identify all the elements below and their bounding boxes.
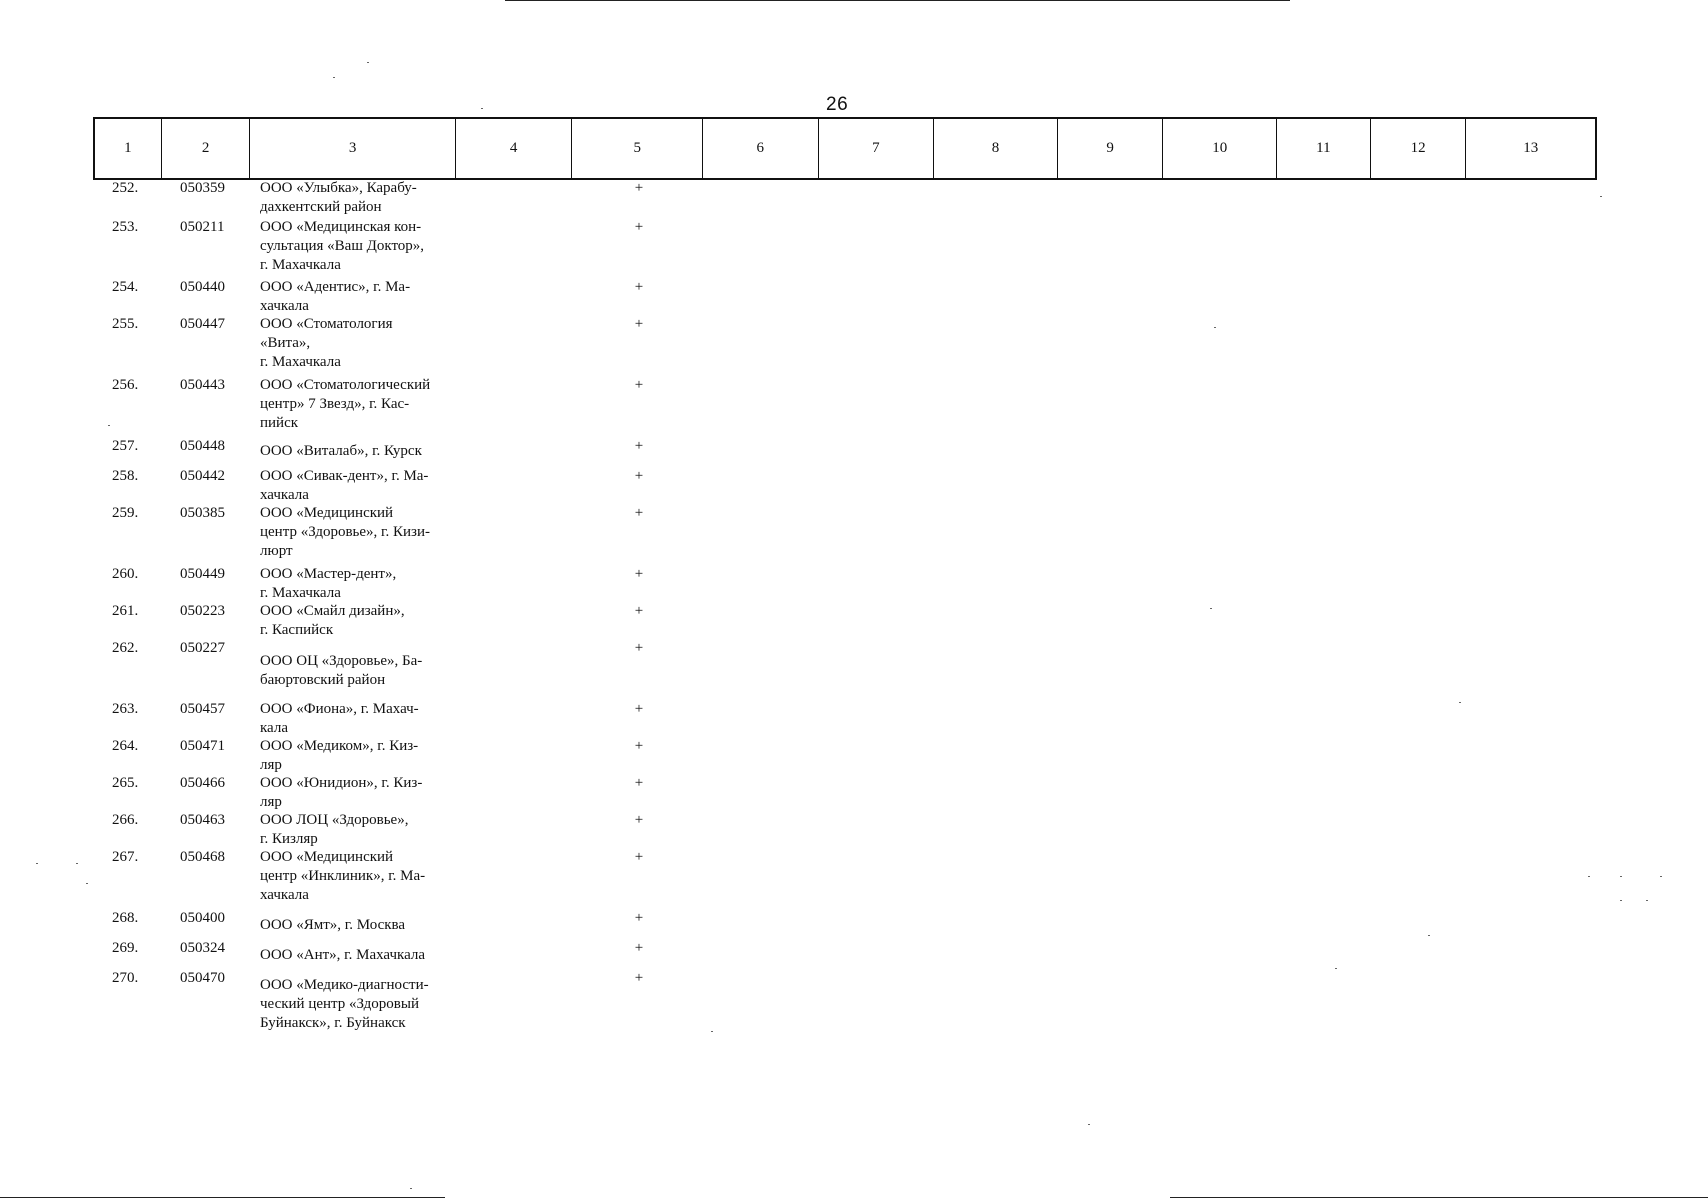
row-organization: ООО «Медицинская кон- сультация «Ваш Доктор», г. Махачкала: [260, 219, 425, 273]
scan-speck: [1588, 876, 1590, 877]
row-mark-column-5: +: [634, 219, 644, 235]
scan-speck: [76, 863, 78, 864]
row-code: 050463: [180, 812, 225, 828]
row-number: 255.: [112, 316, 139, 332]
column-header-9: 9: [1058, 119, 1164, 178]
row-number: 265.: [112, 775, 139, 791]
row-mark-column-5: +: [634, 812, 644, 828]
row-mark-column-5: +: [634, 468, 644, 484]
row-mark-column-5: +: [634, 910, 644, 926]
scan-speck: [86, 883, 88, 884]
row-code: 050227: [180, 640, 225, 656]
row-number: 259.: [112, 505, 139, 521]
column-header-8: 8: [934, 119, 1058, 178]
column-header-4: 4: [456, 119, 573, 178]
row-code: 050443: [180, 377, 225, 393]
row-mark-column-5: +: [634, 505, 644, 521]
row-mark-column-5: +: [634, 940, 644, 956]
scan-speck: [1088, 1124, 1090, 1125]
row-code: 050440: [180, 279, 225, 295]
column-header-13: 13: [1523, 140, 1539, 156]
page-number: 26: [826, 94, 849, 115]
row-number: 252.: [112, 180, 139, 196]
column-header-10: 10: [1163, 119, 1277, 178]
row-number: 263.: [112, 701, 139, 717]
column-header-2: 2: [162, 119, 251, 178]
row-mark-column-5: +: [634, 279, 644, 295]
row-number: 261.: [112, 603, 139, 619]
row-number: 264.: [112, 738, 139, 754]
row-code: 050448: [180, 438, 225, 454]
row-mark-column-5: +: [634, 438, 644, 454]
row-organization: ООО «Юнидион», г. Киз- ляр: [260, 775, 423, 810]
row-number: 254.: [112, 279, 139, 295]
scan-speck: [1210, 608, 1212, 609]
scan-speck: [1428, 935, 1430, 936]
scan-speck: [333, 77, 335, 78]
row-organization: ООО «Медиком», г. Киз- ляр: [260, 738, 419, 773]
row-code: 050442: [180, 468, 225, 484]
row-number: 253.: [112, 219, 139, 235]
scan-speck: [1600, 196, 1602, 197]
row-mark-column-5: +: [634, 970, 644, 986]
row-mark-column-5: +: [634, 640, 644, 656]
row-code: 050466: [180, 775, 225, 791]
row-code: 050449: [180, 566, 225, 582]
row-mark-column-5: +: [634, 377, 644, 393]
scan-speck: [367, 62, 369, 63]
column-header-1: 1: [95, 119, 162, 178]
row-organization: ООО «Виталаб», г. Курск: [260, 443, 422, 459]
row-mark-column-5: +: [634, 701, 644, 717]
row-number: 260.: [112, 566, 139, 582]
row-organization: ООО «Стоматология «Вита», г. Махачкала: [260, 316, 393, 370]
row-mark-column-5: +: [634, 849, 644, 865]
row-number: 256.: [112, 377, 139, 393]
row-organization: ООО «Медицинский центр «Инклиник», г. Ма- хачкала: [260, 849, 426, 903]
column-header-6: 6: [703, 119, 819, 178]
row-organization: ООО ЛОЦ «Здоровье», г. Кизляр: [260, 812, 409, 847]
row-number: 258.: [112, 468, 139, 484]
row-mark-column-5: +: [634, 566, 644, 582]
row-number: 262.: [112, 640, 139, 656]
scan-speck: [1459, 702, 1461, 703]
row-number: 266.: [112, 812, 139, 828]
row-mark-column-5: +: [634, 180, 644, 196]
row-code: 050400: [180, 910, 225, 926]
scan-speck: [1620, 876, 1622, 877]
scan-speck: [36, 863, 38, 864]
scan-speck: [1660, 876, 1662, 877]
scan-speck: [1620, 900, 1622, 901]
row-organization: ООО «Стоматологический центр» 7 Звезд», г. Кас- пийск: [260, 377, 431, 431]
row-organization: ООО «Сивак-дент», г. Ма- хачкала: [260, 468, 429, 503]
row-organization: ООО «Улыбка», Карабу- дахкентский район: [260, 180, 417, 215]
row-mark-column-5: +: [634, 775, 644, 791]
scan-speck: [410, 1188, 412, 1189]
row-mark-column-5: +: [634, 603, 644, 619]
row-organization: ООО «Мастер-дент», г. Махачкала: [260, 566, 397, 601]
row-number: 268.: [112, 910, 139, 926]
row-organization: ООО «Ант», г. Махачкала: [260, 947, 426, 963]
column-header-11: 11: [1277, 119, 1371, 178]
column-header-12: 12: [1371, 119, 1467, 178]
scan-edge-bottom-left: [0, 1197, 445, 1198]
row-number: 257.: [112, 438, 139, 454]
row-organization: ООО ОЦ «Здоровье», Ба- баюртовский район: [260, 653, 423, 688]
row-code: 050470: [180, 970, 225, 986]
row-code: 050211: [180, 219, 225, 235]
row-code: 050457: [180, 701, 225, 717]
scan-speck: [1335, 968, 1337, 969]
row-mark-column-5: +: [634, 316, 644, 332]
row-code: 050447: [180, 316, 225, 332]
column-header-3: 3: [250, 119, 455, 178]
row-number: 269.: [112, 940, 139, 956]
row-organization: ООО «Фиона», г. Махач- кала: [260, 701, 419, 736]
row-mark-column-5: +: [634, 738, 644, 754]
column-header-table: [93, 117, 1597, 180]
row-number: 270.: [112, 970, 139, 986]
row-organization: ООО «Ямт», г. Москва: [260, 917, 406, 933]
scan-speck: [711, 1031, 713, 1032]
row-code: 050468: [180, 849, 225, 865]
row-number: 267.: [112, 849, 139, 865]
row-code: 050385: [180, 505, 225, 521]
scan-speck: [108, 425, 110, 426]
scan-edge-bottom-right: [1170, 1197, 1708, 1198]
column-header-7: 7: [819, 119, 935, 178]
scan-speck: [481, 108, 483, 109]
row-organization: ООО «Смайл дизайн», г. Каспийск: [260, 603, 405, 638]
row-code: 050223: [180, 603, 225, 619]
scan-speck: [1646, 900, 1648, 901]
row-organization: ООО «Адентис», г. Ма- хачкала: [260, 279, 411, 314]
row-code: 050471: [180, 738, 225, 754]
column-header-5: 5: [572, 119, 703, 178]
row-code: 050359: [180, 180, 225, 196]
scan-speck: [1214, 327, 1216, 328]
scan-edge-top: [505, 0, 1290, 1]
row-organization: ООО «Медико-диагности- ческий центр «Здоровый Буйнакск», г. Буйнакск: [260, 977, 429, 1031]
row-organization: ООО «Медицинский центр «Здоровье», г. Кизи- люрт: [260, 505, 430, 559]
row-code: 050324: [180, 940, 225, 956]
